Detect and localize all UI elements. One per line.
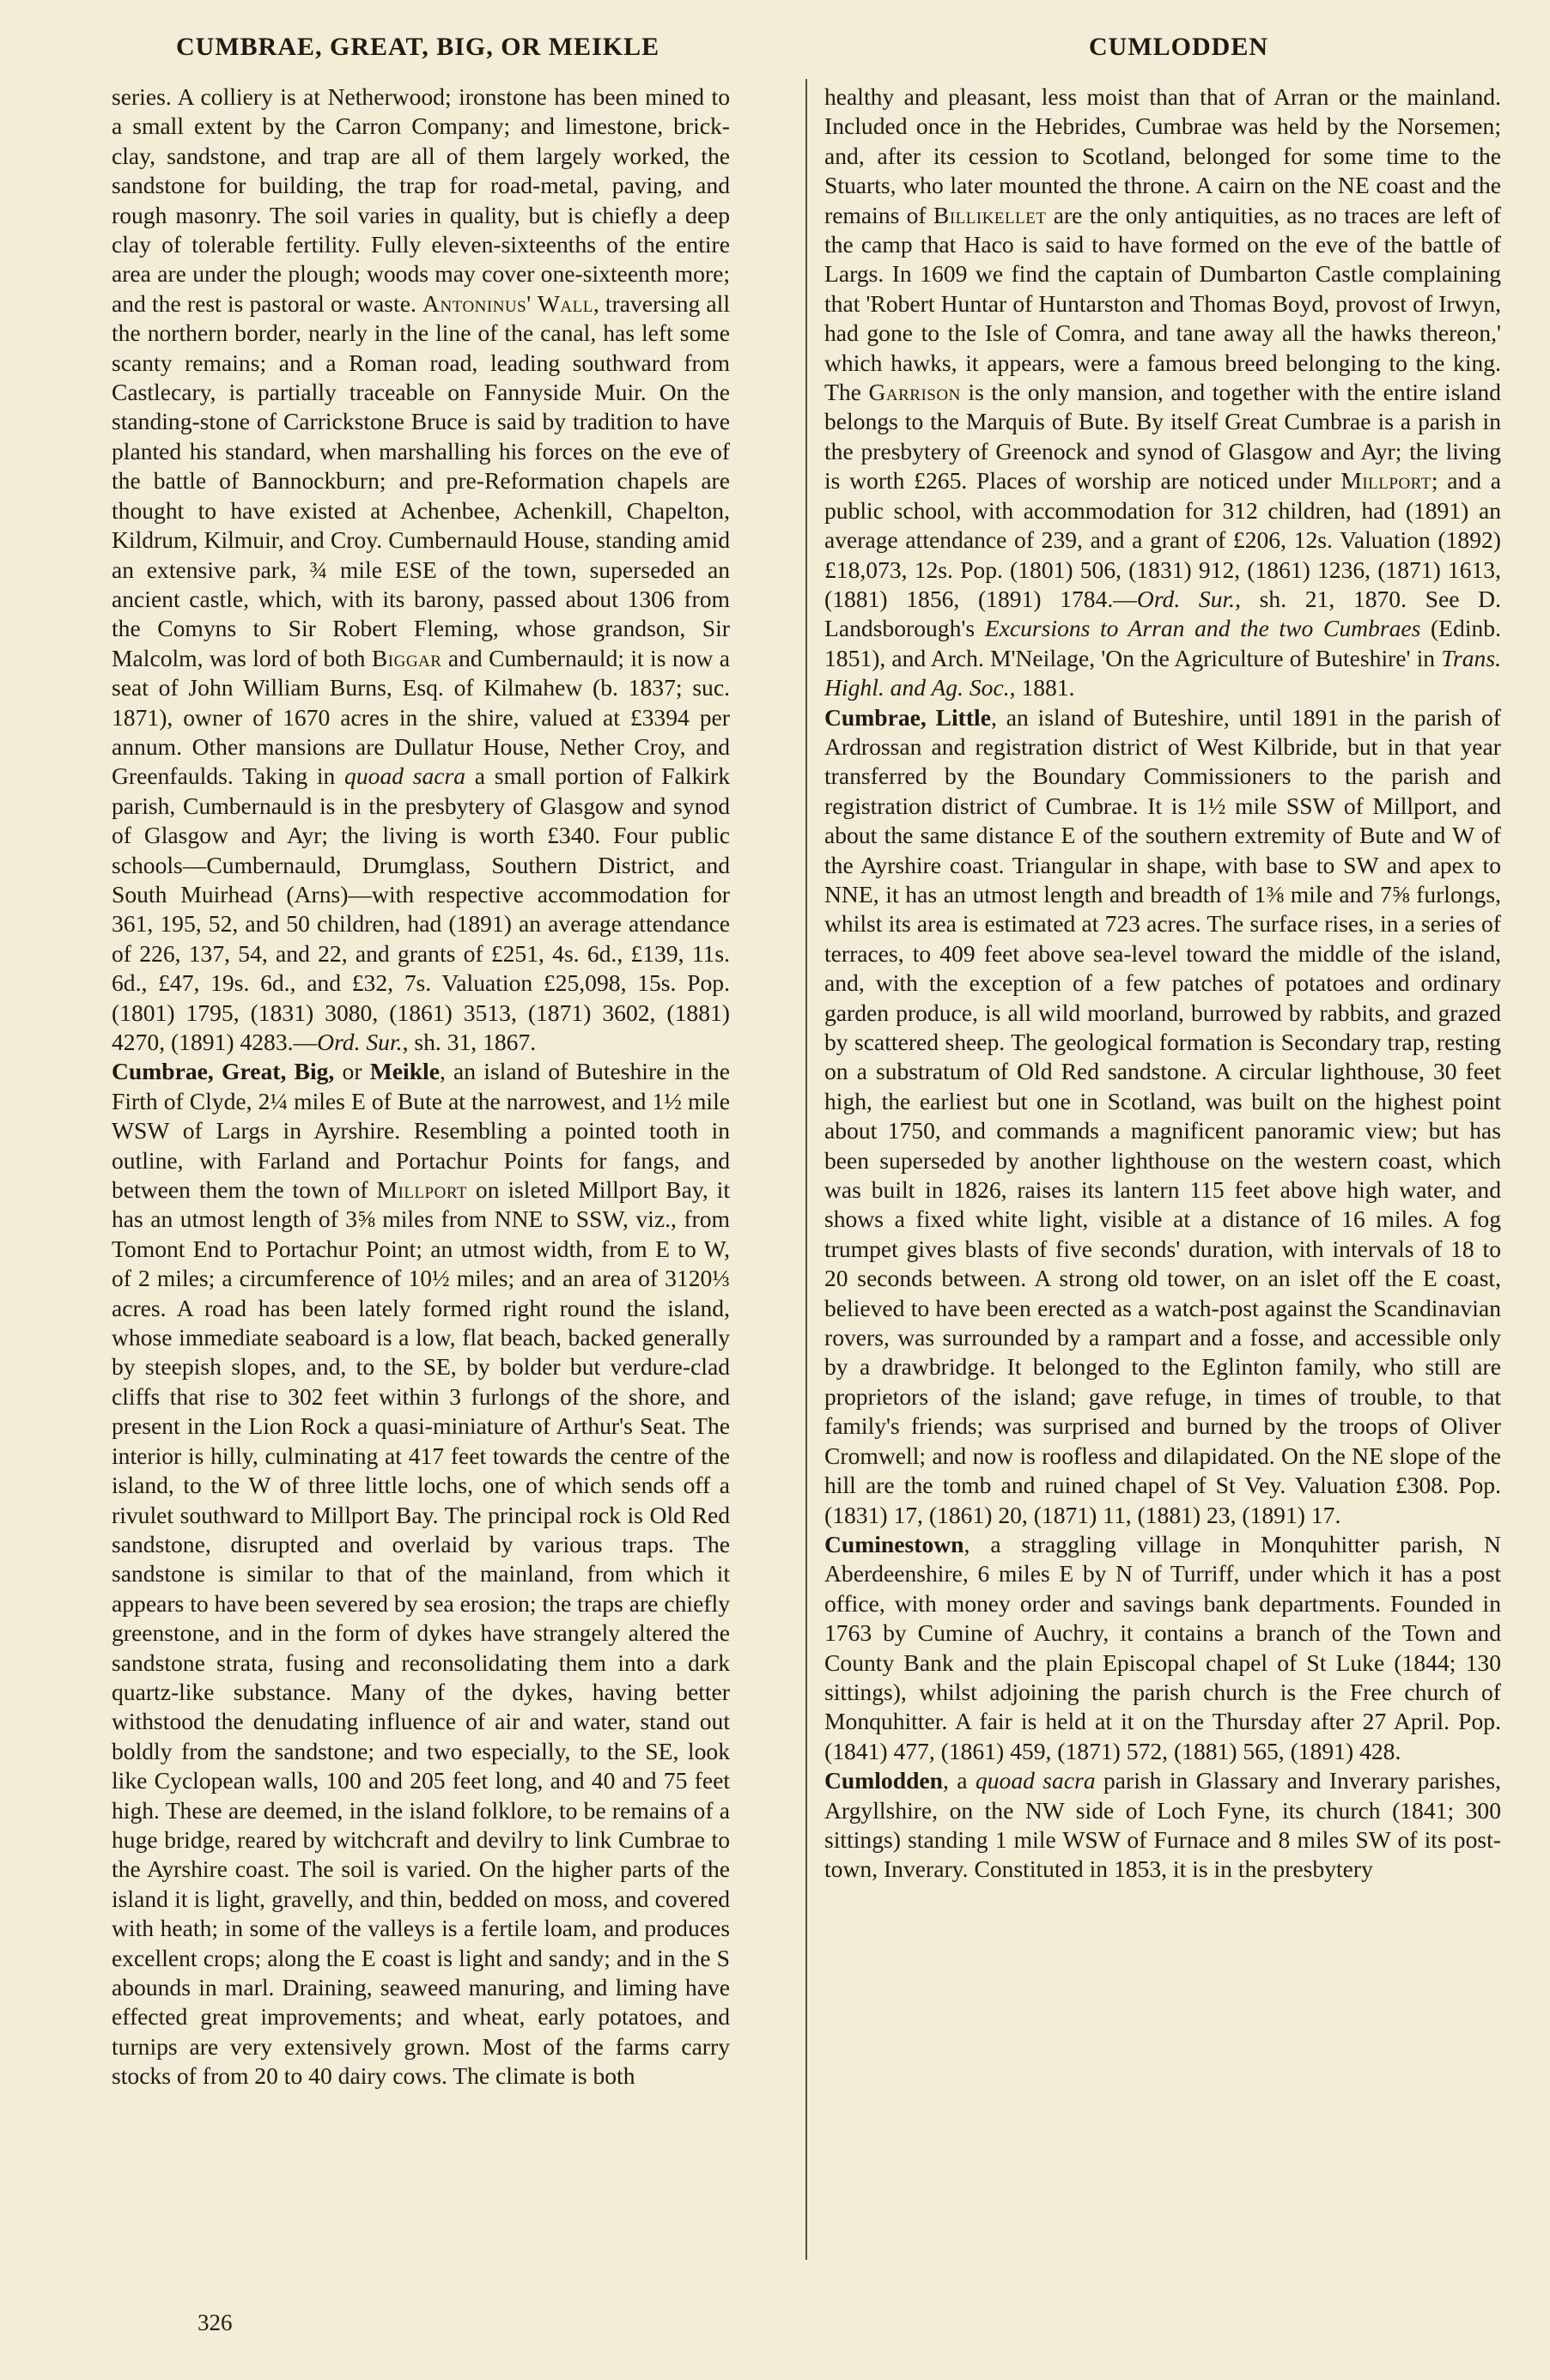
entry-headword: Cumbrae, Great, Big, (112, 1058, 335, 1085)
cross-reference: Garrison (868, 379, 961, 406)
body-text: , a (943, 1767, 976, 1794)
cross-reference: Millport (376, 1176, 467, 1204)
body-text: on isleted Millport Bay, it has an utmost length of 3⅝ miles from NNE to SSW, viz., from Tomont End to Portachur Point; an utmost width, from E to W, of 2 miles; a circumference of 10½ miles; and an area of 3120⅓ acres. A road has been lately formed right round the island, whose immediate seaboard is a low, flat beach, backed generally by steepish slopes, and, to the SE, by bolder but verdure-clad cliffs that rise to 302 feet within 3 furlongs of the shore, and present in the Lion Rock a quasi-miniature of Arthur's Seat. The interior is hilly, culminating at 417 feet towards the centre of the island, to the W of three little lochs, one of which sends off a rivulet southward to Millport Bay. The principal rock is Old Red sandstone, disrupted and overlaid by various traps. The sandstone is similar to that of the mainland, from which it appears to have been severed by sea erosion; the traps are chiefly greenstone, and in the form of dykes have strangely altered the sandstone strata, fusing and reconsolidating them into a dark quartz-like substance. Many of the dykes, having better withstood the denudating influence of air and water, stand out boldly from the sandstone; and two especially, to the SE, look like Cyclopean walls, 100 and 205 feet long, and 40 and 75 feet high. These are deemed, in the island folklore, to be remains of a huge bridge, reared by witchcraft and devilry to link Cumbrae to the Ayrshire coast. The soil is varied. On the higher parts of the island it is light, gravelly, and thin, bedded on moss, and covered with heath; in some of the valleys is a fertile loam, and produces excellent crops; along the E coast is light and sandy; and in the S abounds in marl. Draining, seaweed manuring, and liming have effected great improvements; and wheat, early potatoes, and turnips are very extensively grown. Most of the farms carry stocks of from 20 to 40 dairy cows. The climate is both (112, 1176, 730, 2090)
body-text: and Cumbernauld; it is now a seat of John William Burns, Esq. of Kilmahew (b. 1837; suc. 1871), owner of 1670 acres in the shire, valued at £3394 per annum. Other mansions are Dullatur House, Nether Croy, and Greenfaulds. Taking in (112, 644, 731, 790)
body-text: or (334, 1058, 370, 1085)
entry-headword: Cumlodden (824, 1767, 944, 1794)
body-text: , sh. 21, 1870. See D. Landsborough's (824, 585, 1501, 642)
cross-reference: Biggar (371, 644, 442, 671)
left-column (112, 82, 730, 2092)
italic-text: Ord. Sur. (317, 1029, 403, 1055)
body-text: , sh. 31, 1867. (402, 1029, 537, 1055)
paragraph (824, 1530, 1501, 1766)
italic-text: quoad sacra (344, 762, 466, 790)
body-text: parish in Glassary and Inverary parishes, Argyllshire, on the NW side of Loch Fyne, its church (1841; 300 sittings) standing 1 mile WSW of Furnace and 8 miles SW of its post-town, Inverary. Constituted in 1853, it is in the presbytery (824, 1767, 1501, 1883)
body-text: , an island of Buteshire, until 1891 in the parish of Ardrossan and registration district of West Kilbride, but in that year transferred by the Boundary Commissioners to the parish and registration district of Cumbrae. It is 1½ mile SSW of Millport, and about the same distance E of the southern extremity of Bute and W of the Ayrshire coast. Triangular in shape, with base to SW and apex to NNE, it has an utmost length and breadth of 1⅜ mile and 7⅝ furlongs, whilst its area is estimated at 723 acres. The surface rises, in a series of terraces, to 409 feet above sea-level toward the middle of the island, and, with the exception of a few patches of potatoes and ordinary garden produce, is all wild moorland, burrowed by rabbits, and grazed by scattered sheep. The geological formation is Secondary trap, resting on a substratum of Old Red sandstone. A circular lighthouse, 30 feet high, the earliest but one in Scotland, was built on the highest point about 1750, and commands a magnificent panoramic view; but has been superseded by another lighthouse on the western coast, which was built in 1826, raises its lantern 115 feet above high water, and shows a fixed white light, visible at a distance of 16 miles. A fog trumpet gives blasts of five seconds' duration, with intervals of 18 to 20 seconds between. A strong old tower, on an islet off the E coast, believed to have been erected as a watch-post against the Scandinavian rovers, was surrounded by a rampart and a fosse, and accessible only by a drawbridge. It belonged to the Eglinton family, who still are proprietors of the island; gave refuge, in times of trouble, to that family's friends; was surprised and burned by the troops of Oliver Cromwell; and now is roofless and dilapidated. On the NE slope of the hill are the tomb and ruined chapel of St Vey. Valuation £308. Pop. (1831) 17, (1861) 20, (1871) 11, (1881) 23, (1891) 17. (824, 703, 1501, 1528)
page-number: 326 (198, 2310, 233, 2335)
running-head-left: CUMBRAE, GREAT, BIG, OR MEIKLE (176, 33, 660, 61)
running-head-right: CUMLODDEN (1089, 33, 1268, 61)
entry-headword: Cuminestown (824, 1530, 964, 1557)
body-text: are the only antiquities, as no traces are left of the camp that Haco is said to have formed on the eve of the battle of Largs. In 1609 we find the captain of Dumbarton Castle complaining that 'Robert Huntar of Huntarston and Thomas Boyd, provost of Irwyn, had gone to the Isle of Comra, and tane away all the hawks thereon,' which hawks, it appears, were a famous breed belonging to the king. The (824, 201, 1501, 406)
paragraph (824, 82, 1501, 703)
paragraph (112, 1057, 730, 2091)
body-text: (Edinb. 1851), and Arch. M'Neilage, 'On the Agriculture of Buteshire' in (824, 615, 1501, 671)
body-text: is the only mansion, and together with the entire island belongs to the Marquis of Bute. By itself Great Cumbrae is a parish in the presbytery of Greenock and synod of Glasgow and Ayr; the living is worth £265. Places of worship are noticed under (824, 379, 1501, 495)
right-column (824, 82, 1501, 1885)
paragraph (824, 703, 1501, 1530)
body-text: a small portion of Falkirk parish, Cumbernauld is in the presbytery of Glasgow and synod of Glasgow and Ayr; the living is worth £340. Four public schools—Cumbernauld, Drumglass, Southern District, and South Muirhead (Arns)—with respective accommodation for 361, 195, 52, and 50 children, had (1891) an average attendance of 226, 137, 54, and 22, and grants of £251, 4s. 6d., £139, 11s. 6d., £47, 19s. 6d., and £32, 7s. Valuation £25,098, 15s. Pop. (1801) 1795, (1831) 3080, (1861) 3513, (1871) 3602, (1881) 4270, (1891) 4283.— (112, 762, 730, 1055)
cross-reference: Millport (1340, 467, 1431, 495)
entry-headword: Meikle (369, 1058, 440, 1085)
body-text: , an island of Buteshire in the Firth of Clyde, 2¼ miles E of Bute at the narrowest, and 1½ mile WSW of Largs in Ayrshire. Resembling a pointed tooth in outline, with Farland and Portachur Points for fangs, and between them the town of (112, 1058, 730, 1204)
cross-reference: Antoninus' Wall (422, 289, 593, 317)
paragraph (112, 82, 730, 1057)
cross-reference: Billikellet (933, 201, 1047, 228)
body-text: , traversing all the northern border, nearly in the line of the canal, has left some scanty remains; and a Roman road, leading southward from Castlecary, is partially traceable on Fannyside Muir. On the standing-stone of Carrickstone Bruce is said by tradition to have planted his standard, when marshalling his forces on the eve of the battle of Bannockburn; and pre-Reformation chapels are thought to have existed at Achenbee, Achenkill, Chapelton, Kildrum, Kilmuir, and Croy. Cumbernauld House, standing amid an extensive park, ¾ mile ESE of the town, superseded an ancient castle, which, with its barony, passed about 1306 from the Comyns to Sir Robert Fleming, whose grandson, Sir Malcolm, was lord of both (112, 289, 730, 671)
entry-headword: Cumbrae, Little (824, 703, 991, 731)
italic-text: Excursions to Arran and the two Cumbraes (984, 615, 1421, 642)
column-divider (805, 79, 807, 2260)
body-text: series. A colliery is at Netherwood; ironstone has been mined to a small extent by the Carron Company; and limestone, brick-clay, sandstone, and trap are all of them largely worked, the sandstone for building, the trap for road-metal, paving, and rough masonry. The soil varies in quality, but is chiefly a deep clay of tolerable fertility. Fully eleven-sixteenths of the entire area are under the plough; woods may cover one-sixteenth more; and the rest is pastoral or waste. (112, 83, 730, 317)
body-text: healthy and pleasant, less moist than that of Arran or the mainland. Included once in the Hebrides, Cumbrae was held by the Norsemen; and, after its cession to Scotland, belonged for some time to the Stuarts, who later mounted the throne. A cairn on the NE coast and the remains of (824, 83, 1501, 228)
body-text: , a straggling village in Monquhitter parish, N Aberdeenshire, 6 miles E by N of Turriff, under which it has a post office, with money order and savings bank departments. Founded in 1763 by Cumine of Auchry, it contains a branch of the Town and County Bank and the plain Episcopal chapel of St Luke (1844; 130 sittings), whilst adjoining the parish church is the Free church of Monquhitter. A fair is held at it on the Thursday after 27 April. Pop. (1841) 477, (1861) 459, (1871) 572, (1881) 565, (1891) 428. (824, 1530, 1501, 1764)
body-text: , 1881. (1009, 674, 1075, 701)
italic-text: quoad sacra (975, 1767, 1096, 1794)
italic-text: Ord. Sur. (1136, 585, 1236, 612)
paragraph (824, 1766, 1501, 1885)
italic-text: Trans. Highl. and Ag. Soc. (824, 644, 1501, 701)
body-text: ; and a public school, with accommodation for 312 children, had (1891) an average attendance of 239, and a grant of £206, 12s. Valuation (1892) £18,073, 12s. Pop. (1801) 506, (1831) 912, (1861) 1236, (1871) 1613, (1881) 1856, (1891) 1784.— (824, 467, 1501, 612)
